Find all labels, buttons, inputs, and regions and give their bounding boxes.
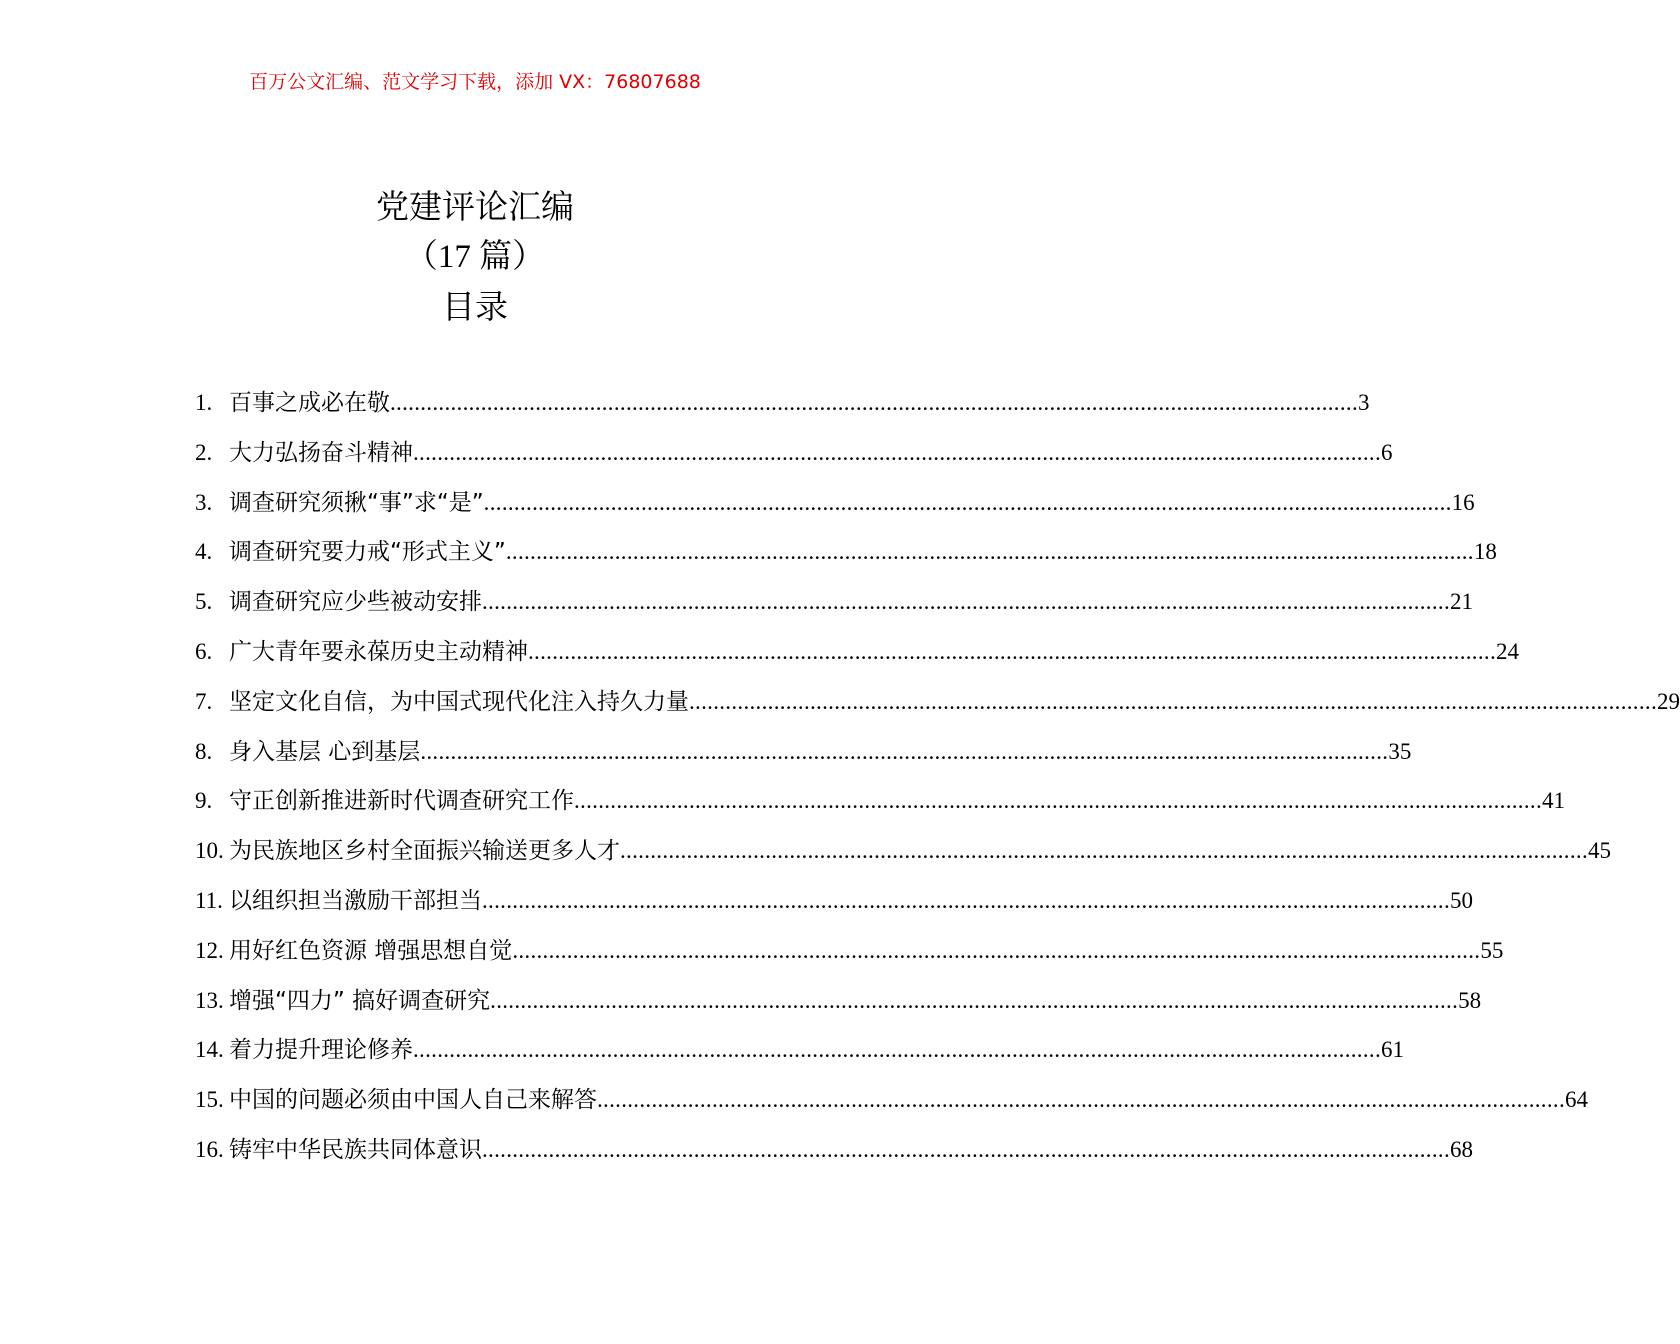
- toc-entry-page: 29: [1657, 688, 1680, 714]
- toc-entry-page: 64: [1565, 1087, 1588, 1113]
- toc-dot-leader: ................................................................................................................................................................: [689, 688, 1657, 714]
- toc-entry[interactable]: [195, 878, 1473, 928]
- toc-entry-number: 15.: [195, 1087, 224, 1113]
- toc-entry[interactable]: [195, 430, 1393, 480]
- toc-entry-number: 13.: [195, 987, 224, 1013]
- toc-dot-leader: ................................................................................................................................................................: [574, 788, 1542, 814]
- promo-banner: 百万公文汇编、范文学习下载，添加 VX：76807688: [249, 71, 701, 93]
- toc-entry-number: 14.: [195, 1037, 224, 1063]
- toc-entry-page: 61: [1381, 1037, 1404, 1063]
- toc-entry[interactable]: [195, 629, 1519, 679]
- toc-entry-page: 45: [1588, 838, 1611, 864]
- toc-entry-title: 调查研究应少些被动安排: [229, 589, 482, 616]
- toc-dot-leader: ................................................................................................................................................................: [490, 987, 1459, 1013]
- toc-entry[interactable]: [195, 1127, 1473, 1177]
- toc-entry-title: 身入基层 心到基层: [229, 738, 421, 765]
- toc-dot-leader: ................................................................................................................................................................: [482, 589, 1450, 615]
- toc-entry-number: 9.: [195, 788, 213, 814]
- toc-entry[interactable]: [195, 978, 1482, 1028]
- toc-dot-leader: ................................................................................................................................................................: [528, 638, 1496, 664]
- toc-entry-title: 铸牢中华民族共同体意识: [229, 1136, 482, 1163]
- toc-entry-number: 8.: [195, 738, 213, 764]
- toc-entry[interactable]: [195, 380, 1370, 430]
- document-title: 党建评论汇编: [376, 187, 574, 226]
- toc-entry-title: 大力弘扬奋斗精神: [229, 439, 413, 466]
- toc-entry[interactable]: [195, 828, 1611, 878]
- toc-entry[interactable]: [195, 928, 1504, 978]
- toc-entry-page: 58: [1458, 987, 1482, 1013]
- toc-entry-title: 增强“四力” 搞好调查研究: [229, 987, 491, 1014]
- toc-entry-number: 16.: [195, 1136, 224, 1162]
- toc-entry-page: 55: [1480, 937, 1504, 963]
- toc-entry-number: 5.: [195, 589, 213, 615]
- toc-dot-leader: ................................................................................................................................................................: [505, 539, 1474, 565]
- toc-heading: 目录: [442, 287, 508, 326]
- toc-entry-page: 68: [1450, 1136, 1473, 1162]
- toc-dot-leader: ................................................................................................................................................................: [597, 1087, 1565, 1113]
- toc-entry-number: 11.: [195, 887, 223, 913]
- toc-dot-leader: ................................................................................................................................................................: [482, 887, 1450, 913]
- toc-entry-page: 35: [1388, 738, 1412, 764]
- toc-entry-number: 10.: [195, 838, 224, 864]
- toc-dot-leader: ................................................................................................................................................................: [512, 937, 1481, 963]
- toc-entry[interactable]: [195, 1077, 1588, 1127]
- toc-entry[interactable]: [195, 679, 1680, 729]
- toc-entry-title: 着力提升理论修养: [229, 1037, 413, 1064]
- toc-dot-leader: ................................................................................................................................................................: [390, 390, 1358, 415]
- toc-dot-leader: ................................................................................................................................................................: [483, 489, 1452, 515]
- toc-entry-title: 广大青年要永葆历史主动精神: [229, 638, 528, 665]
- toc-entry-page: 21: [1450, 589, 1473, 615]
- toc-entry-number: 6.: [195, 638, 213, 664]
- toc-entry-page: 24: [1496, 638, 1519, 664]
- toc-entry[interactable]: [195, 529, 1497, 579]
- toc-entry-title: 为民族地区乡村全面振兴输送更多人才: [229, 838, 620, 865]
- toc-entry[interactable]: [195, 1027, 1404, 1077]
- toc-entry-title: 调查研究须揪“事”求“是”: [229, 489, 484, 516]
- toc-entry-number: 4.: [195, 539, 213, 565]
- toc-entry-number: 12.: [195, 937, 224, 963]
- toc-entry-number: 3.: [195, 489, 213, 515]
- document-header: [0, 182, 950, 332]
- toc-entry-page: 41: [1542, 788, 1565, 814]
- toc-entry-number: 2.: [195, 439, 213, 465]
- toc-entry-page: 3: [1358, 390, 1370, 415]
- toc-entry[interactable]: [195, 778, 1565, 828]
- toc-dot-leader: ................................................................................................................................................................: [413, 1037, 1381, 1063]
- toc-dot-leader: ................................................................................................................................................................: [413, 439, 1381, 465]
- toc-entry[interactable]: [195, 579, 1473, 629]
- toc-entry[interactable]: [195, 729, 1412, 779]
- toc-entry-title: 坚定文化自信，为中国式现代化注入持久力量: [229, 688, 689, 715]
- toc-entry-page: 16: [1451, 489, 1475, 515]
- toc-entry-title: 守正创新推进新时代调查研究工作: [229, 788, 574, 815]
- toc-entry-number: 7.: [195, 688, 213, 714]
- toc-entry-number: 1.: [195, 390, 213, 415]
- toc-entry[interactable]: [195, 480, 1475, 530]
- article-count: （17 篇）: [404, 239, 546, 275]
- toc-entry-title: 以组织担当激励干部担当: [229, 887, 482, 914]
- toc-entry-page: 6: [1381, 439, 1393, 465]
- toc-entry-title: 用好红色资源 增强思想自觉: [229, 937, 513, 964]
- toc-entry-title: 调查研究要力戒“形式主义”: [229, 539, 506, 566]
- toc-entry-page: 18: [1473, 539, 1497, 565]
- toc-entry-page: 50: [1450, 887, 1473, 913]
- toc-dot-leader: ................................................................................................................................................................: [482, 1136, 1450, 1162]
- toc-dot-leader: ................................................................................................................................................................: [620, 838, 1588, 864]
- toc-dot-leader: ................................................................................................................................................................: [420, 738, 1389, 764]
- toc-entry-title: 中国的问题必须由中国人自己来解答: [229, 1087, 597, 1114]
- toc-entry-title: 百事之成必在敬: [229, 390, 390, 416]
- table-of-contents: [195, 380, 1680, 1177]
